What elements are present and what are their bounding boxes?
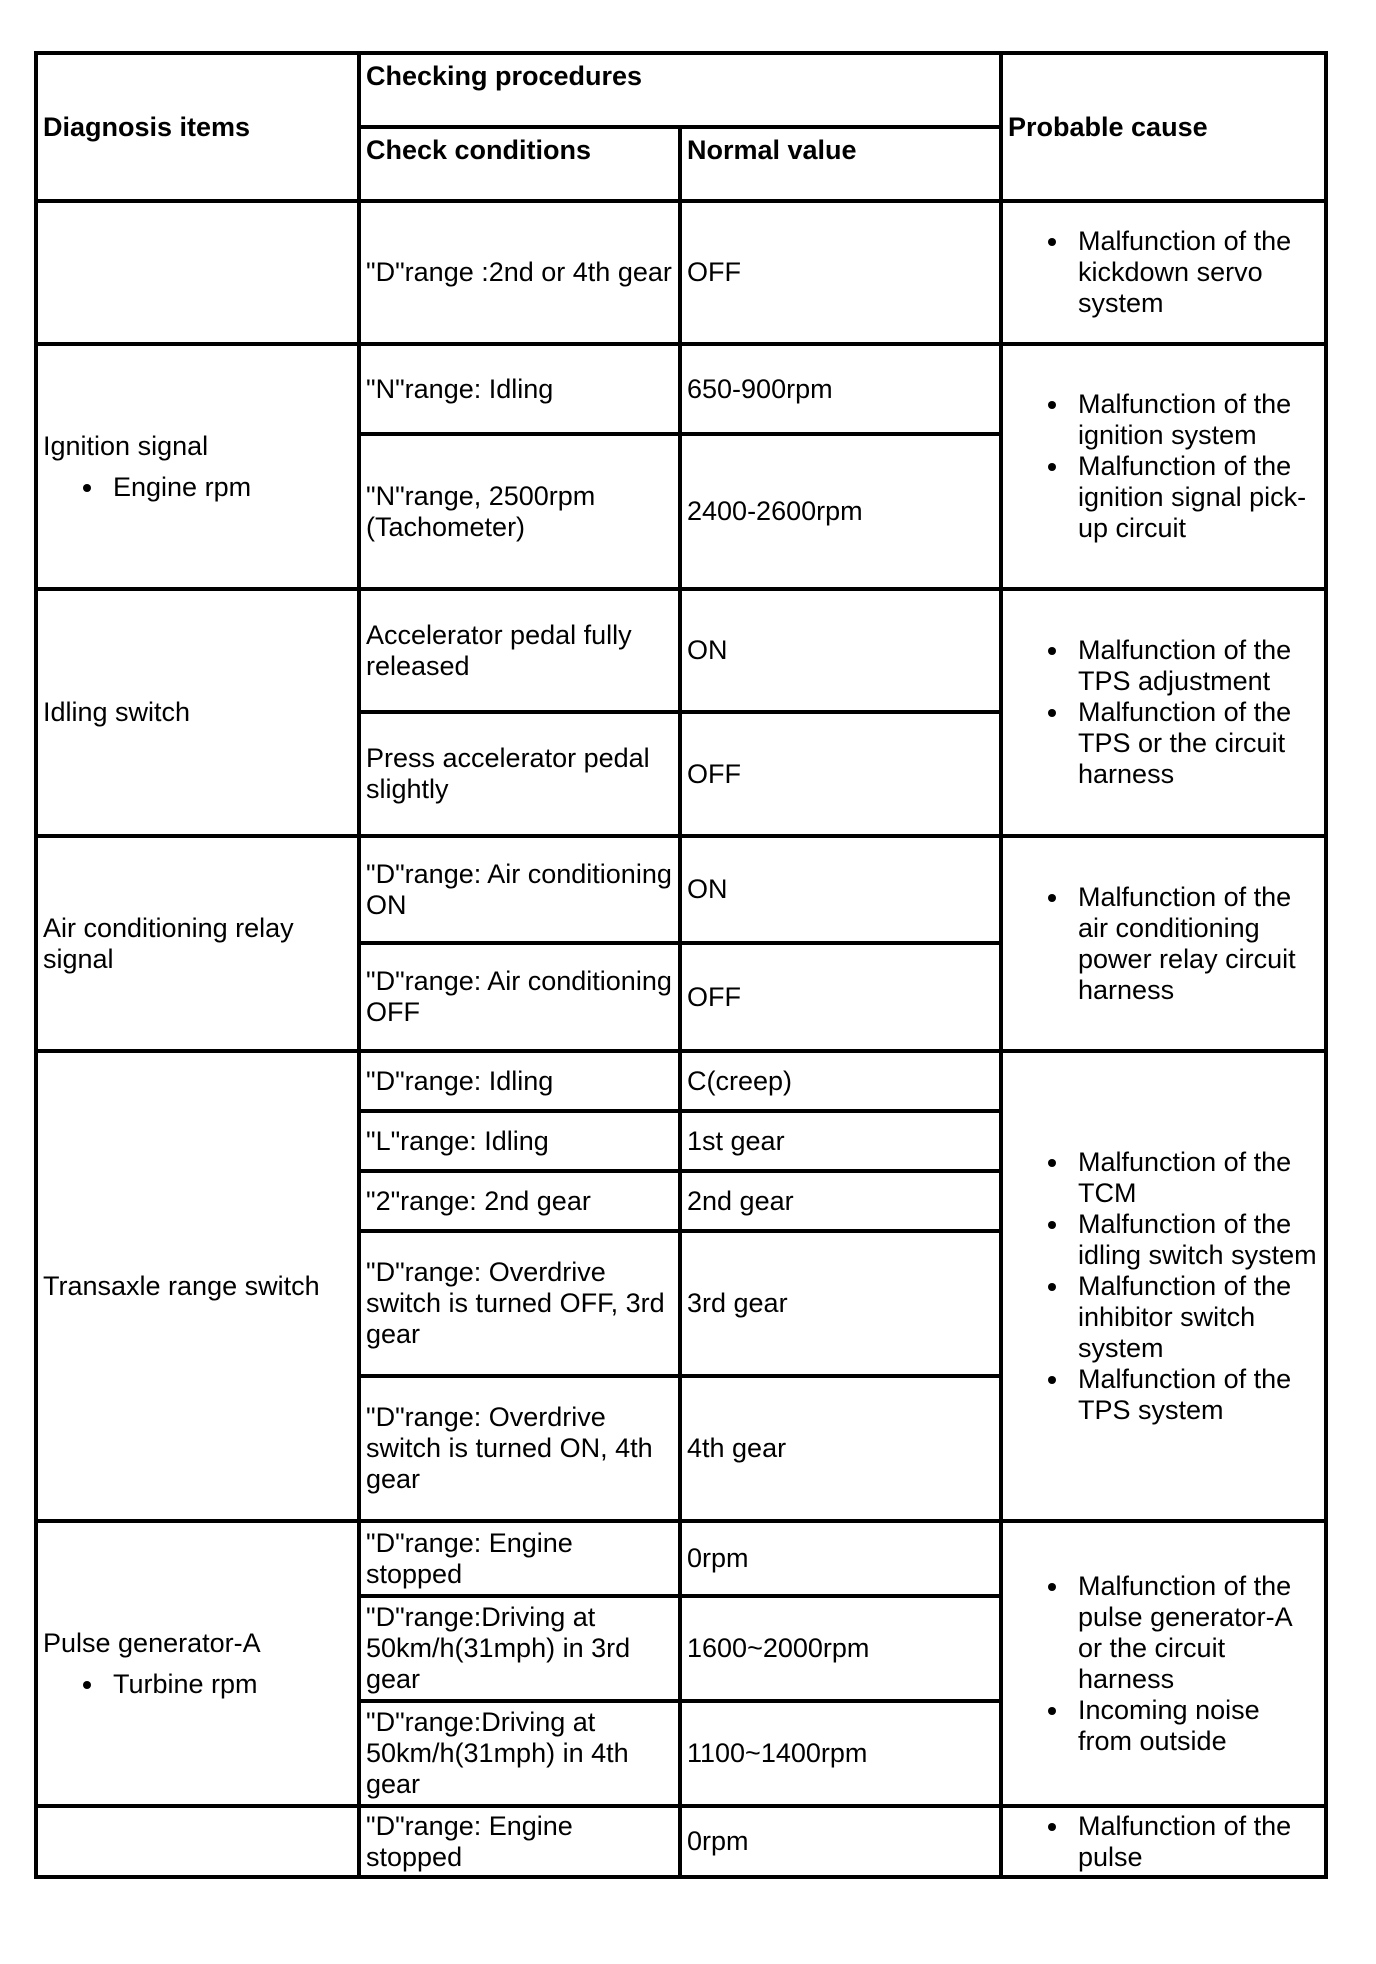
diagnosis-item-cell bbox=[36, 344, 359, 589]
diagnosis-item-label: Idling switch bbox=[43, 697, 191, 727]
header-normal-value: Normal value bbox=[680, 127, 1001, 201]
normal-value-cell: 2400-2600rpm bbox=[680, 434, 1001, 589]
cause-item: Malfunction of the ignition system bbox=[1042, 389, 1319, 451]
diagnosis-item-cell bbox=[36, 201, 359, 344]
bullet-item: Turbine rpm bbox=[77, 1669, 352, 1700]
cause-item: Malfunction of the TPS or the circuit harness bbox=[1042, 697, 1319, 790]
normal-value-cell: 3rd gear bbox=[680, 1231, 1001, 1376]
table-row bbox=[36, 1806, 1326, 1877]
normal-value-cell: 0rpm bbox=[680, 1521, 1001, 1596]
cause-item: Malfunction of the ignition signal pick-up circuit bbox=[1042, 451, 1319, 544]
check-condition-cell: "D"range: Idling bbox=[359, 1051, 680, 1111]
diagnosis-item-cell bbox=[36, 1051, 359, 1521]
check-condition-cell: "2"range: 2nd gear bbox=[359, 1171, 680, 1231]
cause-item: Malfunction of the air conditioning power relay circuit harness bbox=[1042, 882, 1319, 1006]
diagnosis-item-label: Pulse generator-A bbox=[43, 1627, 261, 1658]
check-condition-cell: "N"range, 2500rpm (Tachometer) bbox=[359, 434, 680, 589]
check-condition-cell: Press accelerator pedal slightly bbox=[359, 712, 680, 836]
check-condition-cell: Accelerator pedal fully released bbox=[359, 589, 680, 712]
cause-item: Malfunction of the TCM bbox=[1042, 1147, 1319, 1209]
diagnosis-item-label: Transaxle range switch bbox=[43, 1270, 320, 1301]
normal-value-cell: 1100~1400rpm bbox=[680, 1701, 1001, 1806]
cause-item: Malfunction of the TPS system bbox=[1042, 1364, 1319, 1426]
normal-value-cell: 0rpm bbox=[680, 1806, 1001, 1877]
normal-value-cell: OFF bbox=[680, 943, 1001, 1051]
probable-cause-list bbox=[1008, 389, 1319, 544]
normal-value-cell: OFF bbox=[680, 201, 1001, 344]
normal-value-cell: ON bbox=[680, 589, 1001, 712]
check-condition-cell: "D"range: Engine stopped bbox=[359, 1806, 680, 1877]
probable-cause-list bbox=[1008, 1811, 1319, 1873]
header-diagnosis-items: Diagnosis items bbox=[36, 53, 359, 201]
normal-value-cell: C(creep) bbox=[680, 1051, 1001, 1111]
probable-cause-list bbox=[1008, 882, 1319, 1006]
normal-value-cell: 650-900rpm bbox=[680, 344, 1001, 434]
check-condition-cell: "D"range: Overdrive switch is turned ON, 4th gear bbox=[359, 1376, 680, 1521]
diagnosis-item-cell bbox=[36, 589, 359, 836]
normal-value-cell: 4th gear bbox=[680, 1376, 1001, 1521]
normal-value-cell: 1600~2000rpm bbox=[680, 1596, 1001, 1701]
check-condition-cell: "D"range:Driving at 50km/h(31mph) in 4th gear bbox=[359, 1701, 680, 1806]
header-check-conditions: Check conditions bbox=[359, 127, 680, 201]
normal-value-cell: 1st gear bbox=[680, 1111, 1001, 1171]
table-row bbox=[36, 344, 1326, 434]
cause-item: Incoming noise from outside bbox=[1042, 1695, 1319, 1757]
bullet-item: Engine rpm bbox=[77, 472, 352, 503]
probable-cause-cell bbox=[1001, 1806, 1326, 1877]
probable-cause-cell bbox=[1001, 344, 1326, 589]
diagnosis-item-cell bbox=[36, 1521, 359, 1806]
diagnosis-table bbox=[34, 51, 1328, 1879]
probable-cause-cell bbox=[1001, 1051, 1326, 1521]
cause-item: Malfunction of the pulse generator-A or the circuit harness bbox=[1042, 1571, 1319, 1695]
check-condition-cell: "D"range: Overdrive switch is turned OFF, 3rd gear bbox=[359, 1231, 680, 1376]
table-row bbox=[36, 201, 1326, 344]
diagnosis-item-cell bbox=[36, 836, 359, 1051]
diagnosis-item-bullets bbox=[43, 472, 352, 503]
cause-item: Malfunction of the inhibitor switch system bbox=[1042, 1271, 1319, 1364]
check-condition-cell: "D"range: Air conditioning ON bbox=[359, 836, 680, 943]
table-row bbox=[36, 836, 1326, 943]
cause-item: Malfunction of the pulse bbox=[1042, 1811, 1319, 1873]
check-condition-cell: "D"range :2nd or 4th gear bbox=[359, 201, 680, 344]
check-condition-cell: "L"range: Idling bbox=[359, 1111, 680, 1171]
check-condition-cell: "D"range: Air conditioning OFF bbox=[359, 943, 680, 1051]
table-row bbox=[36, 1051, 1326, 1111]
probable-cause-list bbox=[1008, 1571, 1319, 1757]
cause-item: Malfunction of the TPS adjustment bbox=[1042, 635, 1319, 697]
normal-value-cell: ON bbox=[680, 836, 1001, 943]
diagnosis-item-cell bbox=[36, 1806, 359, 1877]
table-body bbox=[36, 201, 1326, 1877]
table-row bbox=[36, 1521, 1326, 1596]
diagnosis-item-label: Air conditioning relay signal bbox=[43, 912, 294, 974]
probable-cause-cell bbox=[1001, 1521, 1326, 1806]
table-row bbox=[36, 589, 1326, 712]
probable-cause-cell bbox=[1001, 589, 1326, 836]
probable-cause-cell bbox=[1001, 201, 1326, 344]
normal-value-cell: 2nd gear bbox=[680, 1171, 1001, 1231]
check-condition-cell: "N"range: Idling bbox=[359, 344, 680, 434]
cause-item: Malfunction of the kickdown servo system bbox=[1042, 226, 1319, 319]
probable-cause-cell bbox=[1001, 836, 1326, 1051]
check-condition-cell: "D"range:Driving at 50km/h(31mph) in 3rd gear bbox=[359, 1596, 680, 1701]
header-probable-cause: Probable cause bbox=[1001, 53, 1326, 201]
probable-cause-list bbox=[1008, 1147, 1319, 1426]
check-condition-cell: "D"range: Engine stopped bbox=[359, 1521, 680, 1596]
probable-cause-list bbox=[1008, 635, 1319, 790]
diagnosis-item-label: Ignition signal bbox=[43, 430, 209, 461]
diagnosis-item-bullets bbox=[43, 1669, 352, 1700]
normal-value-cell: OFF bbox=[680, 712, 1001, 836]
probable-cause-list bbox=[1008, 226, 1319, 319]
header-checking-procedures: Checking procedures bbox=[359, 53, 1001, 127]
cause-item: Malfunction of the idling switch system bbox=[1042, 1209, 1319, 1271]
